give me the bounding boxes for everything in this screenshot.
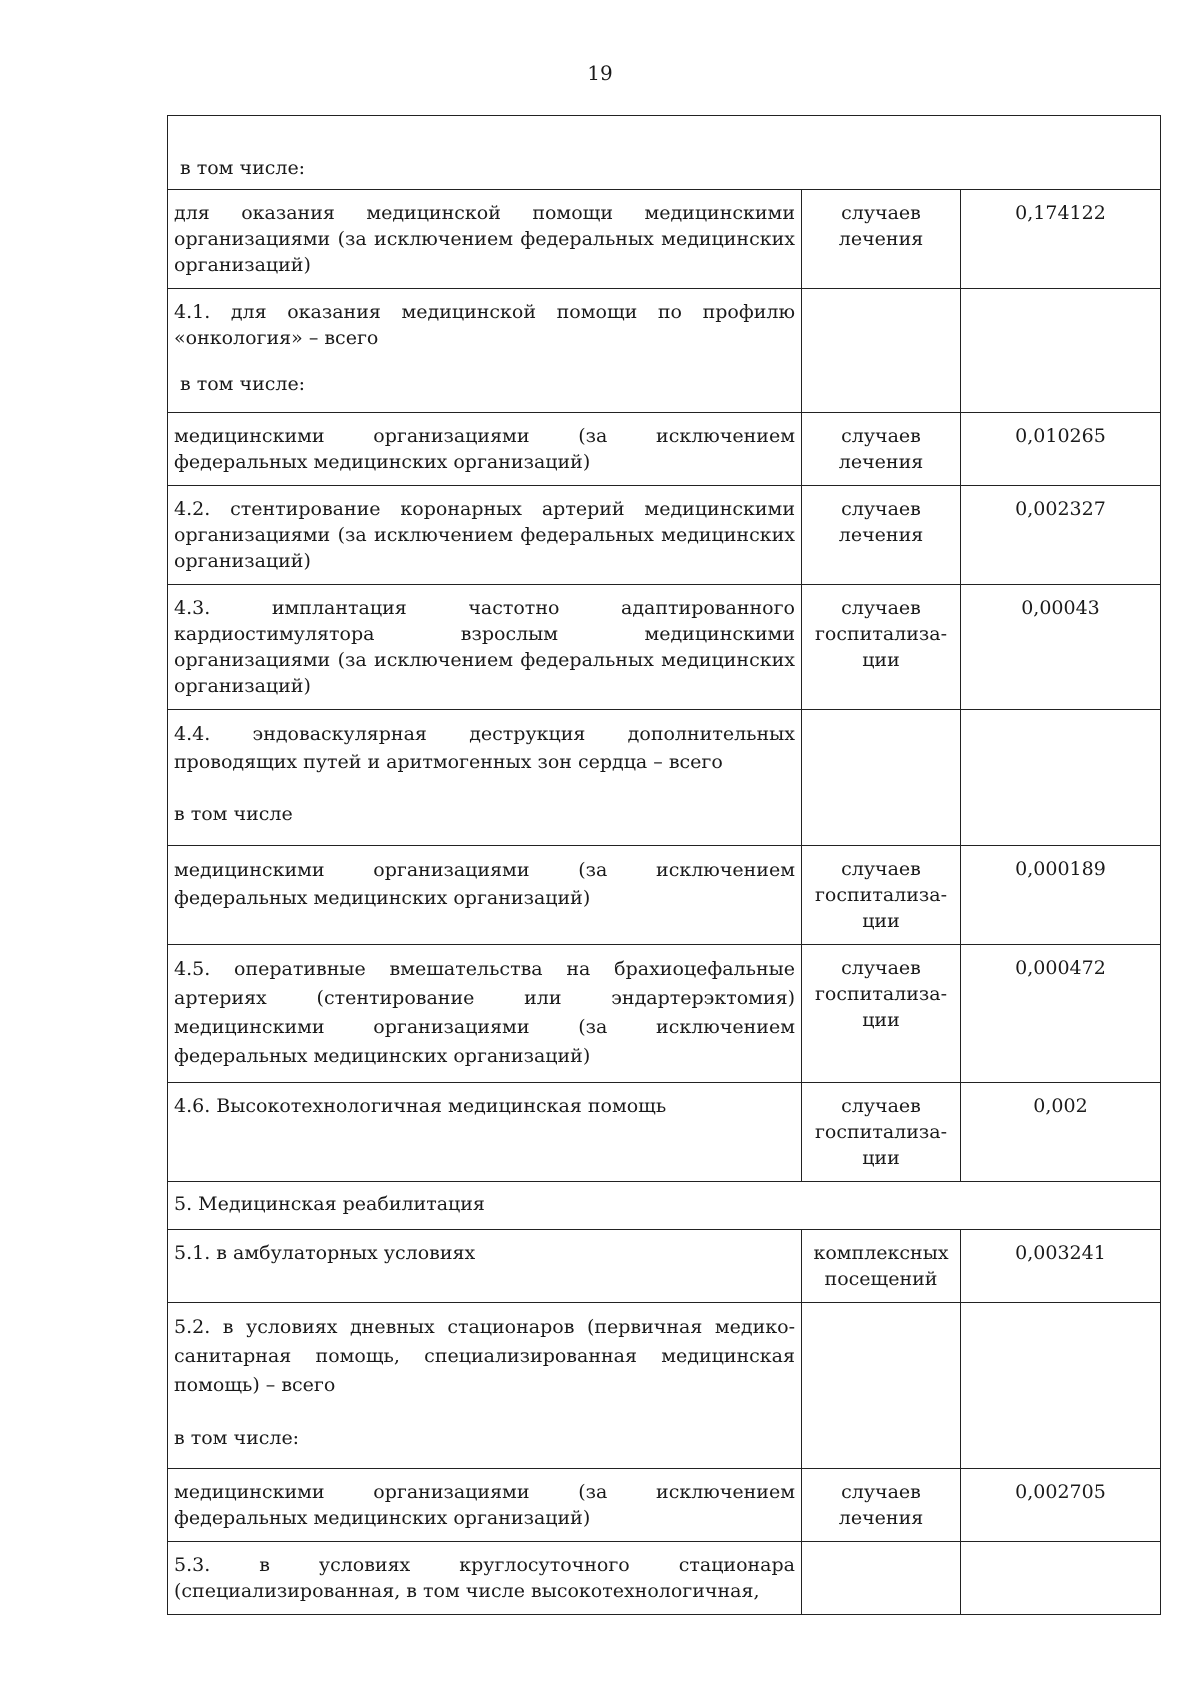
unit-cell: случаев госпитализа-ции bbox=[802, 585, 961, 710]
table-row bbox=[168, 1182, 1161, 1230]
value-cell bbox=[961, 1542, 1161, 1615]
value-cell: 0,002 bbox=[961, 1083, 1161, 1182]
table-row bbox=[168, 1230, 1161, 1303]
value-cell: 0,002327 bbox=[961, 486, 1161, 585]
description-cell bbox=[168, 289, 802, 413]
value-cell: 0,00043 bbox=[961, 585, 1161, 710]
description-cell: медицинскими организациями (за исключением федеральных медицинских организаций) bbox=[168, 413, 802, 486]
value-cell bbox=[961, 289, 1161, 413]
table-row bbox=[168, 413, 1161, 486]
table-row bbox=[168, 486, 1161, 585]
unit-cell bbox=[802, 1542, 961, 1615]
unit-cell bbox=[802, 289, 961, 413]
description-text: 5.2. в условиях дневных стационаров (первичная медико-санитарная помощь, специализированная медицинская помощь) – всего bbox=[174, 1316, 795, 1396]
section-cell: 5. Медицинская реабилитация bbox=[168, 1182, 1161, 1230]
subheading-text: в том числе: bbox=[174, 1427, 300, 1449]
value-cell: 0,002705 bbox=[961, 1469, 1161, 1542]
unit-cell bbox=[802, 1303, 961, 1469]
unit-cell: случаев госпитализа-ции bbox=[802, 846, 961, 945]
value-cell: 0,010265 bbox=[961, 413, 1161, 486]
subheading-text: в том числе bbox=[174, 803, 293, 825]
description-cell: 4.2. стентирование коронарных артерий медицинскими организациями (за исключением федеральных медицинских организаций) bbox=[168, 486, 802, 585]
unit-cell bbox=[802, 710, 961, 846]
value-cell: 0,000472 bbox=[961, 945, 1161, 1083]
section-cell bbox=[168, 116, 1161, 190]
table-row bbox=[168, 846, 1161, 945]
description-cell: 5.3. в условиях круглосуточного стационара (специализированная, в том числе высокотехнологичная, bbox=[168, 1542, 802, 1615]
description-cell bbox=[168, 1303, 802, 1469]
table-row bbox=[168, 190, 1161, 289]
description-cell: для оказания медицинской помощи медицинскими организациями (за исключением федеральных медицинских организаций) bbox=[168, 190, 802, 289]
unit-cell: случаев госпитализа-ции bbox=[802, 1083, 961, 1182]
page-number: 19 bbox=[587, 61, 613, 85]
unit-cell: случаев госпитализа-ции bbox=[802, 945, 961, 1083]
value-cell: 0,003241 bbox=[961, 1230, 1161, 1303]
indicators-table bbox=[167, 115, 1161, 1615]
description-text: 4.4. эндоваскулярная деструкция дополнительных проводящих путей и аритмогенных зон сердца – всего bbox=[174, 723, 795, 773]
unit-cell: случаев лечения bbox=[802, 413, 961, 486]
table-row bbox=[168, 585, 1161, 710]
value-cell bbox=[961, 710, 1161, 846]
table-row bbox=[168, 116, 1161, 190]
description-cell: медицинскими организациями (за исключением федеральных медицинских организаций) bbox=[168, 846, 802, 945]
table-row bbox=[168, 1083, 1161, 1182]
value-cell: 0,000189 bbox=[961, 846, 1161, 945]
unit-cell: комплексных посещений bbox=[802, 1230, 961, 1303]
table-row bbox=[168, 945, 1161, 1083]
table-row bbox=[168, 1542, 1161, 1615]
description-cell: медицинскими организациями (за исключением федеральных медицинских организаций) bbox=[168, 1469, 802, 1542]
unit-cell: случаев лечения bbox=[802, 190, 961, 289]
table-row bbox=[168, 289, 1161, 413]
value-cell bbox=[961, 1303, 1161, 1469]
subheading-text: в том числе: bbox=[180, 373, 306, 395]
table-row bbox=[168, 1303, 1161, 1469]
table-row bbox=[168, 1469, 1161, 1542]
description-text: 4.1. для оказания медицинской помощи по профилю «онкология» – всего bbox=[174, 301, 795, 349]
unit-cell: случаев лечения bbox=[802, 486, 961, 585]
table-row bbox=[168, 710, 1161, 846]
description-cell: 5.1. в амбулаторных условиях bbox=[168, 1230, 802, 1303]
unit-cell: случаев лечения bbox=[802, 1469, 961, 1542]
row-text: в том числе: bbox=[180, 157, 306, 179]
description-cell: 4.6. Высокотехнологичная медицинская помощь bbox=[168, 1083, 802, 1182]
description-cell: 4.5. оперативные вмешательства на брахиоцефальные артериях (стентирование или эндартерэктомия) медицинскими организациями (за исключением федеральных медицинских организаций) bbox=[168, 945, 802, 1083]
description-cell: 4.3. имплантация частотно адаптированного кардиостимулятора взрослым медицинскими организациями (за исключением федеральных медицинских организаций) bbox=[168, 585, 802, 710]
description-cell bbox=[168, 710, 802, 846]
value-cell: 0,174122 bbox=[961, 190, 1161, 289]
